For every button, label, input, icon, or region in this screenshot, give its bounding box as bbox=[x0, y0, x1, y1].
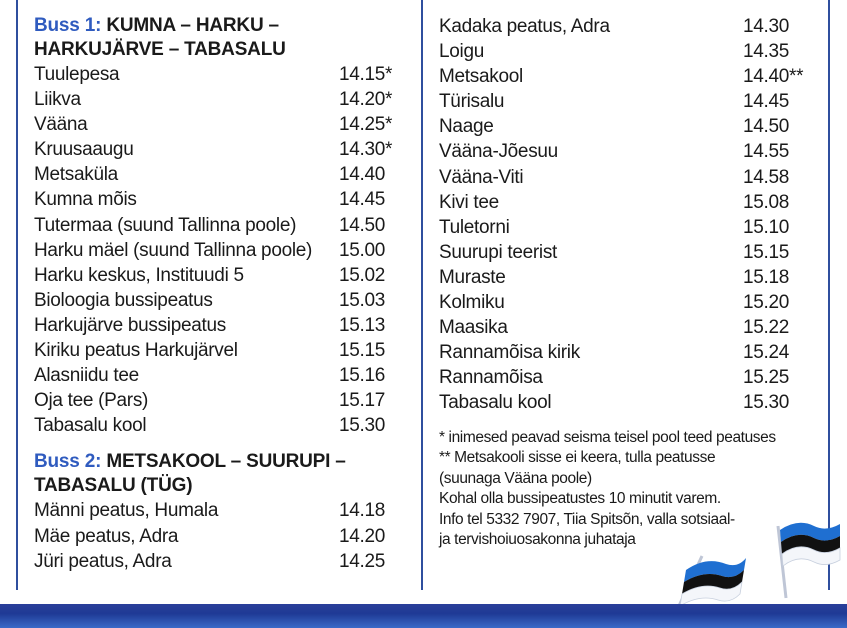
stop-name: Rannamõisa bbox=[439, 367, 543, 389]
departure-time: 15.30 bbox=[743, 392, 790, 414]
timetable-row bbox=[34, 87, 404, 112]
stop-name: Mäe peatus, Adra bbox=[34, 525, 179, 547]
stop-name: Tabasalu kool bbox=[439, 392, 552, 414]
timetable-row bbox=[439, 114, 819, 139]
bus2-stop-list-part2 bbox=[439, 14, 819, 416]
stop-name: Tutermaa (suund Tallinna poole) bbox=[34, 214, 297, 236]
left-column bbox=[34, 14, 404, 574]
departure-time: 15.15 bbox=[339, 340, 386, 362]
departure-time: 15.10 bbox=[743, 216, 790, 238]
departure-time: 14.18 bbox=[339, 500, 386, 522]
departure-time: 14.40** bbox=[743, 66, 804, 88]
footnote-line: (suunaga Vääna poole) bbox=[439, 469, 592, 487]
timetable-row bbox=[34, 288, 404, 313]
timetable-row bbox=[439, 39, 819, 64]
departure-time: 14.50 bbox=[339, 214, 386, 236]
stop-name: Jüri peatus, Adra bbox=[34, 550, 172, 572]
bus2-heading bbox=[34, 450, 404, 474]
timetable-row bbox=[34, 137, 404, 162]
bus1-route-line2: HARKUJÄRVE – TABASALU bbox=[34, 39, 286, 60]
stop-name: Vääna bbox=[34, 114, 88, 136]
departure-time: 15.03 bbox=[339, 289, 386, 311]
timetable-row bbox=[34, 388, 404, 413]
timetable-row bbox=[439, 390, 819, 415]
stop-name: Kolmiku bbox=[439, 292, 505, 314]
departure-time: 15.16 bbox=[339, 365, 386, 387]
column-divider-rule bbox=[421, 0, 423, 590]
departure-time: 14.40 bbox=[339, 164, 386, 186]
timetable-row bbox=[34, 187, 404, 212]
departure-time: 14.58 bbox=[743, 166, 790, 188]
timetable-row bbox=[34, 238, 404, 263]
stop-name: Kruusaaugu bbox=[34, 139, 134, 161]
departure-time: 14.30 bbox=[743, 16, 790, 37]
departure-time: 14.55 bbox=[743, 141, 790, 163]
estonian-flag-icon bbox=[672, 548, 750, 610]
departure-time: 15.00 bbox=[339, 239, 386, 261]
departure-time: 15.15 bbox=[743, 241, 790, 263]
timetable-row bbox=[34, 263, 404, 288]
stop-name: Kiriku peatus Harkujärvel bbox=[34, 340, 238, 362]
footnote-line: ** Metsakooli sisse ei keera, tulla peatusse bbox=[439, 449, 716, 466]
departure-time: 15.13 bbox=[339, 314, 386, 336]
timetable-row bbox=[439, 340, 819, 365]
stop-name: Maasika bbox=[439, 317, 508, 339]
footnote-line: Info tel 5332 7907, Tiia Spitsõn, valla sotsiaal- bbox=[439, 510, 735, 528]
departure-time: 14.20 bbox=[339, 525, 386, 547]
timetable-row bbox=[34, 549, 404, 574]
bottom-color-bar bbox=[0, 604, 847, 628]
timetable-row bbox=[439, 139, 819, 164]
left-border-rule bbox=[16, 0, 18, 590]
departure-time: 14.25* bbox=[339, 114, 393, 136]
departure-time: 14.25 bbox=[339, 550, 386, 572]
stop-name: Suurupi teerist bbox=[439, 241, 558, 263]
departure-time: 15.20 bbox=[743, 292, 790, 314]
stop-name: Vääna-Jõesuu bbox=[439, 141, 558, 163]
stop-name: Männi peatus, Humala bbox=[34, 500, 219, 522]
timetable-row bbox=[34, 112, 404, 137]
departure-time: 14.30* bbox=[339, 139, 393, 161]
timetable-row bbox=[34, 498, 404, 523]
stop-name: Harku keskus, Instituudi 5 bbox=[34, 264, 244, 286]
right-column bbox=[439, 14, 819, 551]
bus1-route-line1: KUMNA – HARKU – bbox=[106, 15, 279, 36]
stop-name: Bioloogia bussipeatus bbox=[34, 289, 213, 311]
stop-name: Naage bbox=[439, 116, 494, 138]
departure-time: 14.15* bbox=[339, 64, 393, 85]
timetable-row bbox=[34, 313, 404, 338]
timetable-row bbox=[439, 190, 819, 215]
stop-name: Vääna-Viti bbox=[439, 166, 524, 188]
timetable-row bbox=[439, 290, 819, 315]
departure-time: 15.22 bbox=[743, 317, 790, 339]
departure-time: 14.45 bbox=[743, 91, 790, 113]
bus2-stop-list-part1 bbox=[34, 498, 404, 573]
departure-time: 15.18 bbox=[743, 266, 790, 288]
bus2-route-line1: METSAKOOL – SUURUPI – bbox=[106, 451, 346, 473]
timetable-row bbox=[439, 165, 819, 190]
stop-name: Muraste bbox=[439, 266, 506, 288]
stop-name: Alasniidu tee bbox=[34, 365, 139, 387]
timetable-row bbox=[439, 14, 819, 39]
stop-name: Kadaka peatus, Adra bbox=[439, 16, 610, 37]
stop-name: Harkujärve bussipeatus bbox=[34, 314, 226, 336]
timetable-row bbox=[439, 315, 819, 340]
footnotes bbox=[439, 428, 819, 551]
departure-time: 15.02 bbox=[339, 264, 386, 286]
stop-name: Tuulepesa bbox=[34, 64, 120, 85]
timetable-row bbox=[439, 215, 819, 240]
bus2-route-line2: TABASALU (TÜG) bbox=[34, 475, 193, 497]
footnote-line: * inimesed peavad seisma teisel pool teed peatuses bbox=[439, 428, 776, 446]
stop-name: Liikva bbox=[34, 89, 81, 111]
timetable-row bbox=[34, 213, 404, 238]
stop-name: Türisalu bbox=[439, 91, 505, 113]
departure-time: 15.08 bbox=[743, 191, 790, 213]
stop-name: Metsakool bbox=[439, 66, 523, 88]
departure-time: 14.50 bbox=[743, 116, 790, 138]
stop-name: Kumna mõis bbox=[34, 189, 137, 211]
stop-name: Harku mäel (suund Tallinna poole) bbox=[34, 239, 313, 261]
bus1-stop-list bbox=[34, 62, 404, 438]
footnote-line: Kohal olla bussipeatustes 10 minutit varem. bbox=[439, 490, 721, 507]
timetable-row bbox=[439, 64, 819, 89]
stop-name: Kivi tee bbox=[439, 191, 499, 213]
departure-time: 14.20* bbox=[339, 89, 393, 111]
right-border-rule bbox=[828, 0, 830, 590]
bus1-label: Buss 1: bbox=[34, 15, 102, 36]
timetable-row bbox=[34, 162, 404, 187]
timetable-row bbox=[34, 524, 404, 549]
departure-time: 15.25 bbox=[743, 367, 790, 389]
timetable-row bbox=[34, 62, 404, 87]
stop-name: Tuletorni bbox=[439, 216, 510, 238]
departure-time: 15.17 bbox=[339, 390, 386, 412]
timetable-row bbox=[439, 89, 819, 114]
footnote-line: ja tervishoiuosakonna juhataja bbox=[439, 531, 636, 548]
bus2-label: Buss 2: bbox=[34, 451, 102, 473]
estonian-flag-icon bbox=[772, 514, 844, 600]
stop-name: Rannamõisa kirik bbox=[439, 342, 580, 364]
timetable-row bbox=[439, 365, 819, 390]
departure-time: 15.24 bbox=[743, 342, 790, 364]
timetable-row bbox=[439, 265, 819, 290]
stop-name: Loigu bbox=[439, 41, 484, 63]
timetable-row bbox=[34, 413, 404, 438]
departure-time: 14.45 bbox=[339, 189, 386, 211]
stop-name: Tabasalu kool bbox=[34, 415, 147, 437]
departure-time: 15.30 bbox=[339, 415, 386, 437]
stop-name: Metsaküla bbox=[34, 164, 118, 186]
departure-time: 14.35 bbox=[743, 41, 790, 63]
timetable-row bbox=[34, 363, 404, 388]
timetable-row bbox=[34, 338, 404, 363]
bus1-heading bbox=[34, 14, 404, 38]
stop-name: Oja tee (Pars) bbox=[34, 390, 149, 412]
timetable-row bbox=[439, 240, 819, 265]
